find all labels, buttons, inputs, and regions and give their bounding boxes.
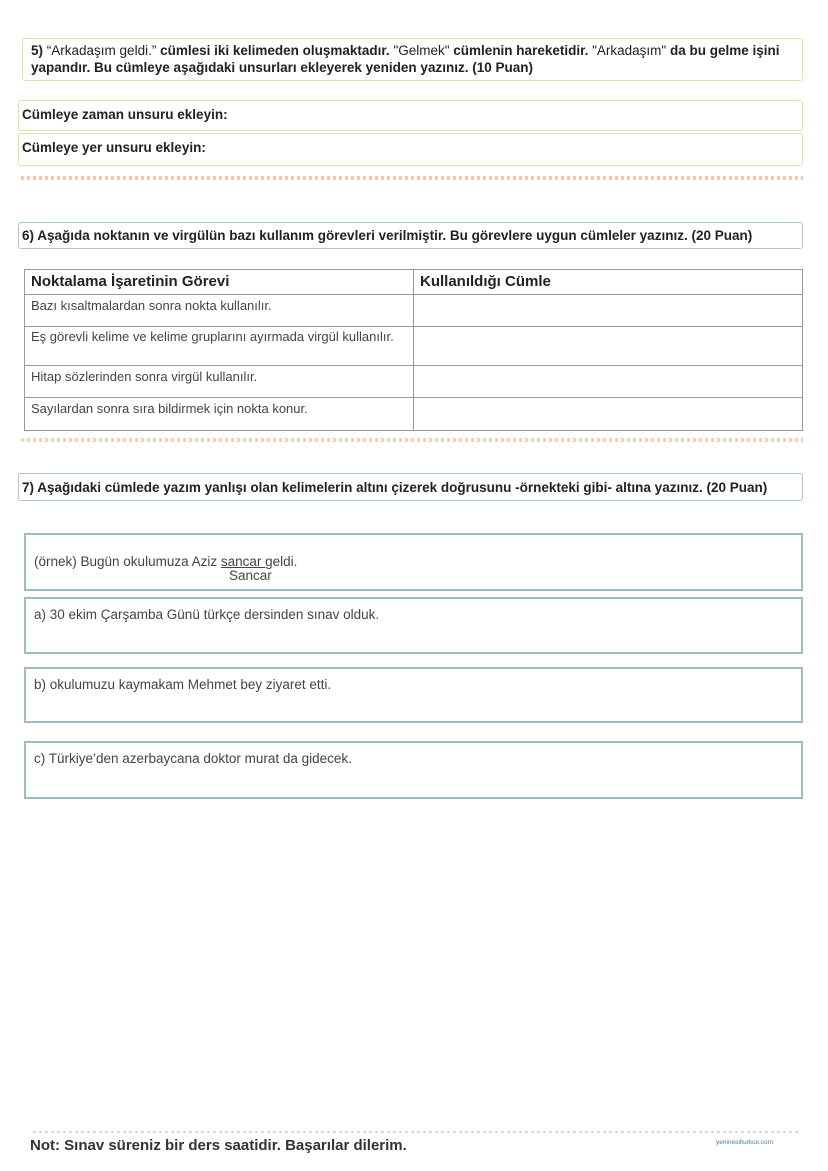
answer-cell[interactable] bbox=[414, 295, 803, 327]
table-row bbox=[25, 327, 803, 366]
footer-site: yeninesilturkce.com bbox=[716, 1139, 774, 1146]
example-wrong-word: sancar bbox=[220, 554, 266, 569]
q5-text: cümlesi iki kelimeden oluşmaktadır. bbox=[156, 43, 390, 58]
answer-cell[interactable] bbox=[414, 398, 803, 431]
q5-text: "Gelmek" bbox=[389, 43, 450, 58]
example-correction: Sancar bbox=[229, 568, 272, 583]
answer-box-b[interactable] bbox=[24, 667, 803, 723]
q5-text: "Arkadaşım" bbox=[588, 43, 667, 58]
time-label: Cümleye zaman unsuru ekleyin: bbox=[22, 107, 228, 122]
table-header: Noktalama İşaretinin Görevi bbox=[25, 270, 414, 295]
q5-text: cümlenin hareketidir. bbox=[449, 43, 589, 58]
punctuation-table bbox=[24, 269, 803, 431]
footer-note: Not: Sınav süreniz bir ders saatidir. Başarılar dilerim. bbox=[30, 1137, 407, 1154]
q6-title: 6) Aşağıda noktanın ve virgülün bazı kullanım görevleri verilmiştir. Bu görevlere uygun cümleler yazınız. (20 Puan) bbox=[22, 228, 753, 243]
example-text: (örnek) Bugün okulumuza Aziz bbox=[34, 554, 221, 569]
table-row bbox=[25, 295, 803, 327]
rule-cell: Hitap sözlerinden sonra virgül kullanılır. bbox=[25, 366, 414, 398]
table-header: Kullanıldığı Cümle bbox=[414, 270, 803, 295]
place-label: Cümleye yer unsuru ekleyin: bbox=[22, 140, 206, 155]
answer-cell[interactable] bbox=[414, 327, 803, 366]
question-6-prompt bbox=[18, 222, 803, 249]
answer-box-c[interactable] bbox=[24, 741, 803, 799]
example-text: geldi. bbox=[265, 554, 298, 569]
divider bbox=[18, 176, 803, 180]
place-answer-field[interactable] bbox=[18, 133, 803, 166]
question-7-prompt bbox=[18, 473, 803, 501]
question-5-prompt bbox=[22, 38, 803, 81]
q5-text: da bu gelme işini yapandır. Bu cümleye aşağıdaki unsurları ekleyerek yeniden yazınız. (10 Puan) bbox=[31, 43, 780, 75]
answer-cell[interactable] bbox=[414, 366, 803, 398]
sentence-b: b) okulumuzu kaymakam Mehmet bey ziyaret etti. bbox=[34, 677, 332, 692]
table-row bbox=[25, 366, 803, 398]
sentence-a: a) 30 ekim Çarşamba Günü türkçe dersinden sınav olduk. bbox=[34, 607, 380, 622]
table-row bbox=[25, 398, 803, 431]
q5-number: 5) bbox=[31, 43, 44, 58]
answer-box-a[interactable] bbox=[24, 597, 803, 654]
rule-cell: Eş görevli kelime ve kelime gruplarını ayırmada virgül kullanılır. bbox=[25, 327, 414, 366]
divider bbox=[18, 438, 803, 442]
footer-divider bbox=[30, 1131, 800, 1133]
sentence-c: c) Türkiye’den azerbaycana doktor murat da gidecek. bbox=[34, 751, 352, 766]
rule-cell: Sayılardan sonra sıra bildirmek için nokta konur. bbox=[25, 398, 414, 431]
time-answer-field[interactable] bbox=[18, 100, 803, 131]
q7-title: 7) Aşağıdaki cümlede yazım yanlışı olan kelimelerin altını çizerek doğrusunu -örnekteki gibi- altına yazınız. (20 Puan) bbox=[22, 480, 768, 495]
rule-cell: Bazı kısaltmalardan sonra nokta kullanılır. bbox=[25, 295, 414, 327]
q5-text: “Arkadaşım geldi.” bbox=[46, 43, 157, 58]
example-box bbox=[24, 533, 803, 591]
